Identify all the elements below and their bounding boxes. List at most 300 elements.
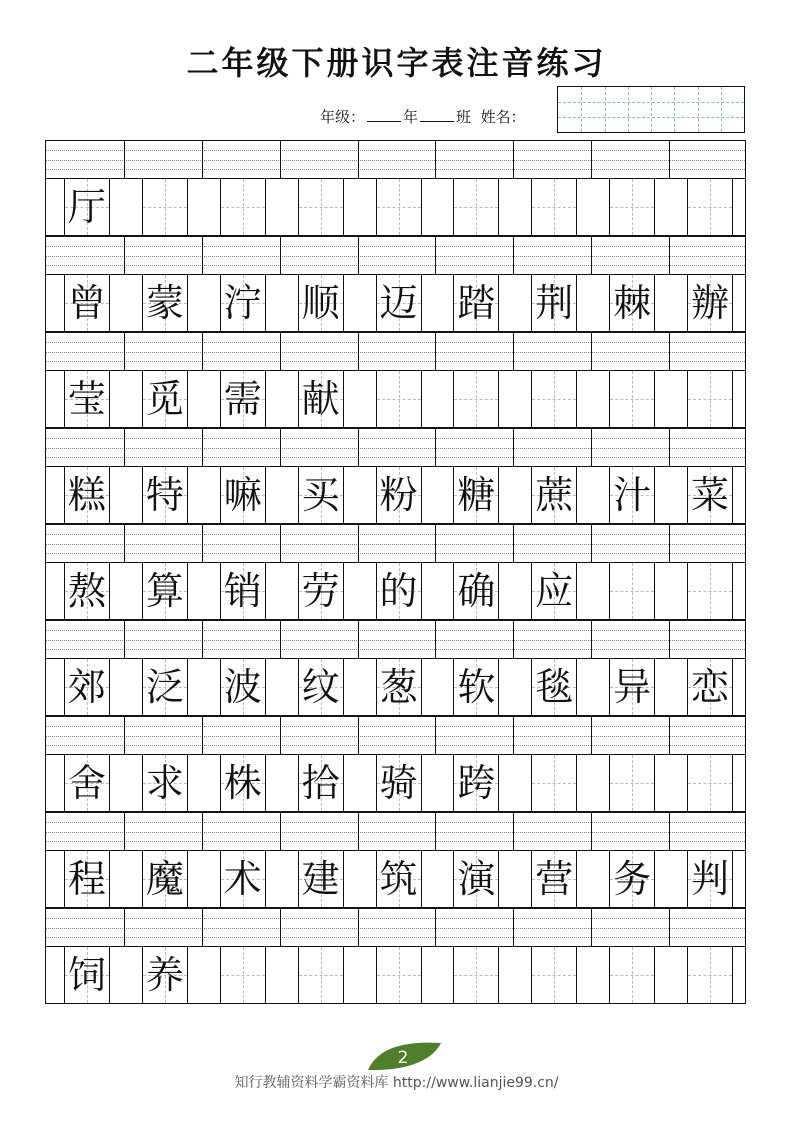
pinyin-cell-divider bbox=[202, 525, 203, 562]
character-box[interactable] bbox=[220, 755, 266, 811]
character-box[interactable] bbox=[142, 371, 188, 427]
hanzi-character: 判 bbox=[691, 857, 730, 901]
character-box[interactable] bbox=[142, 179, 188, 235]
character-box[interactable] bbox=[142, 947, 188, 1003]
character-box[interactable] bbox=[687, 563, 733, 619]
pinyin-guide-line bbox=[46, 256, 745, 257]
pinyin-guide-line bbox=[46, 457, 745, 458]
hanzi-character: 求 bbox=[145, 761, 184, 805]
character-box[interactable] bbox=[609, 467, 655, 523]
character-box[interactable] bbox=[220, 467, 266, 523]
box-guide-vertical bbox=[632, 371, 633, 427]
pinyin-cell-divider bbox=[669, 525, 670, 562]
pinyin-cell-divider bbox=[435, 717, 436, 754]
character-box[interactable] bbox=[142, 659, 188, 715]
pinyin-cell-divider bbox=[358, 141, 359, 178]
hanzi-character: 术 bbox=[223, 857, 262, 901]
hanzi-character: 买 bbox=[301, 473, 340, 517]
character-box[interactable] bbox=[453, 947, 499, 1003]
pinyin-cell-divider bbox=[669, 333, 670, 370]
pinyin-cell-divider bbox=[435, 237, 436, 274]
character-box[interactable] bbox=[64, 947, 110, 1003]
hanzi-character: 跨 bbox=[457, 761, 496, 805]
hanzi-character: 株 bbox=[223, 761, 262, 805]
character-box[interactable] bbox=[376, 467, 422, 523]
pinyin-cell-divider bbox=[280, 525, 281, 562]
pinyin-cell-divider bbox=[435, 429, 436, 466]
character-row bbox=[45, 466, 746, 524]
pinyin-cell-divider bbox=[358, 909, 359, 946]
hanzi-character: 顺 bbox=[301, 281, 340, 325]
character-box[interactable] bbox=[298, 179, 344, 235]
character-box[interactable] bbox=[453, 371, 499, 427]
hanzi-character: 辦 bbox=[691, 281, 730, 325]
pinyin-cell-divider bbox=[591, 237, 592, 274]
hanzi-character: 糕 bbox=[67, 473, 106, 517]
name-box-divider bbox=[605, 87, 606, 132]
character-box[interactable] bbox=[298, 851, 344, 907]
character-box[interactable] bbox=[64, 467, 110, 523]
hanzi-character: 恋 bbox=[691, 665, 730, 709]
character-box[interactable] bbox=[609, 275, 655, 331]
box-guide-vertical bbox=[554, 179, 555, 235]
pinyin-cell-divider bbox=[358, 621, 359, 658]
character-box[interactable] bbox=[298, 563, 344, 619]
pinyin-cell-divider bbox=[280, 909, 281, 946]
hanzi-character: 荆 bbox=[535, 281, 574, 325]
pinyin-row[interactable] bbox=[45, 524, 746, 562]
box-guide-vertical bbox=[399, 371, 400, 427]
hanzi-character: 演 bbox=[457, 857, 496, 901]
character-box[interactable] bbox=[220, 179, 266, 235]
name-box-divider bbox=[628, 87, 629, 132]
pinyin-guide-line bbox=[46, 534, 745, 535]
pinyin-cell-divider bbox=[669, 909, 670, 946]
hanzi-character: 熬 bbox=[67, 569, 106, 613]
character-box[interactable] bbox=[453, 467, 499, 523]
character-box[interactable] bbox=[142, 851, 188, 907]
hanzi-character: 棘 bbox=[613, 281, 652, 325]
pinyin-row[interactable] bbox=[45, 428, 746, 466]
pinyin-cell-divider bbox=[202, 717, 203, 754]
character-box[interactable] bbox=[687, 947, 733, 1003]
box-guide-vertical bbox=[243, 179, 244, 235]
name-box-guide bbox=[558, 117, 744, 118]
character-box[interactable] bbox=[220, 275, 266, 331]
hanzi-character: 曾 bbox=[67, 281, 106, 325]
pinyin-cell-divider bbox=[513, 525, 514, 562]
box-guide-vertical bbox=[476, 179, 477, 235]
hanzi-character: 饲 bbox=[67, 953, 106, 997]
character-box[interactable] bbox=[453, 659, 499, 715]
pinyin-guide-line bbox=[46, 630, 745, 631]
pinyin-row[interactable] bbox=[45, 140, 746, 178]
box-guide-vertical bbox=[399, 947, 400, 1003]
character-box[interactable] bbox=[531, 275, 577, 331]
character-box[interactable] bbox=[687, 371, 733, 427]
hanzi-character: 厅 bbox=[67, 185, 106, 229]
footer-source-text: 知行教辅资料学霸资料库 http://www.lianjie99.cn/ bbox=[234, 1075, 559, 1091]
name-box-divider bbox=[674, 87, 675, 132]
character-box[interactable] bbox=[220, 851, 266, 907]
pinyin-cell-divider bbox=[124, 717, 125, 754]
character-box[interactable] bbox=[687, 467, 733, 523]
character-row bbox=[45, 274, 746, 332]
hanzi-character: 特 bbox=[145, 473, 184, 517]
character-box[interactable] bbox=[64, 563, 110, 619]
pinyin-cell-divider bbox=[513, 333, 514, 370]
character-box[interactable] bbox=[142, 563, 188, 619]
character-box[interactable] bbox=[453, 275, 499, 331]
hanzi-character: 劳 bbox=[301, 569, 340, 613]
character-box[interactable] bbox=[609, 851, 655, 907]
pinyin-cell-divider bbox=[669, 813, 670, 850]
pinyin-guide-line bbox=[46, 544, 745, 545]
character-box[interactable] bbox=[609, 179, 655, 235]
box-guide-vertical bbox=[710, 563, 711, 619]
pinyin-cell-divider bbox=[513, 813, 514, 850]
character-box[interactable] bbox=[298, 371, 344, 427]
pinyin-cell-divider bbox=[124, 813, 125, 850]
pinyin-guide-line bbox=[46, 937, 745, 938]
hanzi-character: 汁 bbox=[613, 473, 652, 517]
character-row bbox=[45, 658, 746, 716]
character-row bbox=[45, 178, 746, 236]
hanzi-character: 粉 bbox=[379, 473, 418, 517]
character-box[interactable] bbox=[64, 659, 110, 715]
character-box[interactable] bbox=[609, 563, 655, 619]
hanzi-character: 筑 bbox=[379, 857, 418, 901]
hanzi-character: 觅 bbox=[145, 377, 184, 421]
pinyin-cell-divider bbox=[435, 525, 436, 562]
pinyin-cell-divider bbox=[124, 429, 125, 466]
box-guide-vertical bbox=[632, 563, 633, 619]
pinyin-cell-divider bbox=[358, 429, 359, 466]
character-box[interactable] bbox=[531, 179, 577, 235]
hanzi-character: 务 bbox=[613, 857, 652, 901]
character-box[interactable] bbox=[531, 659, 577, 715]
character-box[interactable] bbox=[64, 371, 110, 427]
hanzi-character: 踏 bbox=[457, 281, 496, 325]
hanzi-character: 的 bbox=[379, 569, 418, 613]
pinyin-cell-divider bbox=[513, 237, 514, 274]
pinyin-guide-line bbox=[46, 649, 745, 650]
hanzi-character: 营 bbox=[535, 857, 574, 901]
box-guide-vertical bbox=[710, 371, 711, 427]
character-box[interactable] bbox=[376, 371, 422, 427]
hanzi-character: 魔 bbox=[145, 857, 184, 901]
character-box[interactable] bbox=[142, 275, 188, 331]
character-box[interactable] bbox=[298, 275, 344, 331]
character-box[interactable] bbox=[687, 851, 733, 907]
character-box[interactable] bbox=[142, 755, 188, 811]
hanzi-character: 迈 bbox=[379, 281, 418, 325]
leaf-icon bbox=[366, 1041, 442, 1071]
pinyin-row[interactable] bbox=[45, 620, 746, 658]
hanzi-character: 养 bbox=[145, 953, 184, 997]
hanzi-character: 需 bbox=[223, 377, 262, 421]
name-box-divider bbox=[651, 87, 652, 132]
character-box[interactable] bbox=[687, 659, 733, 715]
pinyin-cell-divider bbox=[435, 909, 436, 946]
hanzi-character: 毯 bbox=[535, 665, 574, 709]
pinyin-cell-divider bbox=[280, 429, 281, 466]
pinyin-cell-divider bbox=[124, 909, 125, 946]
pinyin-row[interactable] bbox=[45, 716, 746, 754]
pinyin-cell-divider bbox=[358, 237, 359, 274]
year-label: 年 bbox=[403, 108, 419, 126]
character-box[interactable] bbox=[609, 659, 655, 715]
name-box-divider bbox=[721, 87, 722, 132]
pinyin-guide-line bbox=[46, 438, 745, 439]
pinyin-cell-divider bbox=[669, 717, 670, 754]
pinyin-guide-line bbox=[46, 726, 745, 727]
character-box[interactable] bbox=[298, 467, 344, 523]
hanzi-character: 莹 bbox=[67, 377, 106, 421]
character-box[interactable] bbox=[220, 563, 266, 619]
hanzi-character: 献 bbox=[301, 377, 340, 421]
student-info bbox=[320, 106, 526, 127]
character-box[interactable] bbox=[142, 467, 188, 523]
character-box[interactable] bbox=[220, 659, 266, 715]
name-box-guide bbox=[558, 102, 744, 103]
name-writing-box[interactable] bbox=[557, 86, 745, 133]
pinyin-cell-divider bbox=[513, 621, 514, 658]
pinyin-cell-divider bbox=[591, 813, 592, 850]
pinyin-cell-divider bbox=[358, 717, 359, 754]
pinyin-cell-divider bbox=[280, 237, 281, 274]
pinyin-guide-line bbox=[46, 822, 745, 823]
pinyin-guide-line bbox=[46, 448, 745, 449]
character-row bbox=[45, 850, 746, 908]
pinyin-cell-divider bbox=[202, 813, 203, 850]
pinyin-row[interactable] bbox=[45, 908, 746, 946]
pinyin-cell-divider bbox=[513, 141, 514, 178]
box-guide-vertical bbox=[243, 947, 244, 1003]
pinyin-guide-line bbox=[46, 361, 745, 362]
box-guide-vertical bbox=[632, 755, 633, 811]
class-blank[interactable] bbox=[420, 107, 454, 122]
pinyin-guide-line bbox=[46, 640, 745, 641]
box-guide-vertical bbox=[476, 371, 477, 427]
pinyin-cell-divider bbox=[669, 621, 670, 658]
pinyin-cell-divider bbox=[280, 333, 281, 370]
pinyin-cell-divider bbox=[202, 237, 203, 274]
hanzi-character: 程 bbox=[67, 857, 106, 901]
box-guide-vertical bbox=[710, 947, 711, 1003]
character-row bbox=[45, 562, 746, 620]
pinyin-guide-line bbox=[46, 246, 745, 247]
page-number: 2 bbox=[397, 1048, 409, 1068]
character-box[interactable] bbox=[453, 563, 499, 619]
hanzi-character: 异 bbox=[613, 665, 652, 709]
character-box[interactable] bbox=[609, 755, 655, 811]
character-box[interactable] bbox=[453, 851, 499, 907]
pinyin-row[interactable] bbox=[45, 236, 746, 274]
pinyin-guide-line bbox=[46, 169, 745, 170]
character-box[interactable] bbox=[298, 659, 344, 715]
character-box[interactable] bbox=[376, 179, 422, 235]
character-box[interactable] bbox=[531, 851, 577, 907]
character-box[interactable] bbox=[298, 947, 344, 1003]
box-guide-vertical bbox=[321, 947, 322, 1003]
pinyin-cell-divider bbox=[591, 621, 592, 658]
name-box-divider bbox=[581, 87, 582, 132]
pinyin-guide-line bbox=[46, 736, 745, 737]
character-box[interactable] bbox=[376, 275, 422, 331]
character-row bbox=[45, 370, 746, 428]
pinyin-cell-divider bbox=[280, 141, 281, 178]
character-box[interactable] bbox=[531, 467, 577, 523]
pinyin-cell-divider bbox=[591, 525, 592, 562]
character-box[interactable] bbox=[531, 755, 577, 811]
box-guide-vertical bbox=[321, 179, 322, 235]
character-box[interactable] bbox=[298, 755, 344, 811]
box-guide-vertical bbox=[710, 755, 711, 811]
pinyin-cell-divider bbox=[124, 237, 125, 274]
pinyin-guide-line bbox=[46, 160, 745, 161]
hanzi-character: 嘛 bbox=[223, 473, 262, 517]
character-row bbox=[45, 946, 746, 1004]
pinyin-cell-divider bbox=[591, 333, 592, 370]
pinyin-cell-divider bbox=[513, 429, 514, 466]
hanzi-character: 蔗 bbox=[535, 473, 574, 517]
box-guide-vertical bbox=[165, 179, 166, 235]
pinyin-guide-line bbox=[46, 342, 745, 343]
name-box-divider bbox=[698, 87, 699, 132]
hanzi-character: 菜 bbox=[691, 473, 730, 517]
pinyin-cell-divider bbox=[124, 333, 125, 370]
pinyin-cell-divider bbox=[124, 141, 125, 178]
pinyin-cell-divider bbox=[435, 141, 436, 178]
character-box[interactable] bbox=[64, 755, 110, 811]
box-guide-vertical bbox=[554, 755, 555, 811]
pinyin-cell-divider bbox=[669, 237, 670, 274]
box-guide-vertical bbox=[399, 179, 400, 235]
character-box[interactable] bbox=[453, 755, 499, 811]
pinyin-cell-divider bbox=[202, 333, 203, 370]
hanzi-character: 软 bbox=[457, 665, 496, 709]
practice-grid bbox=[45, 140, 746, 1004]
pinyin-guide-line bbox=[46, 745, 745, 746]
character-box[interactable] bbox=[687, 275, 733, 331]
name-label: 姓名： bbox=[480, 108, 526, 126]
pinyin-guide-line bbox=[46, 150, 745, 151]
pinyin-cell-divider bbox=[202, 141, 203, 178]
box-guide-vertical bbox=[554, 947, 555, 1003]
pinyin-cell-divider bbox=[358, 333, 359, 370]
pinyin-cell-divider bbox=[513, 717, 514, 754]
character-box[interactable] bbox=[609, 371, 655, 427]
character-box[interactable] bbox=[376, 563, 422, 619]
hanzi-character: 确 bbox=[457, 569, 496, 613]
pinyin-cell-divider bbox=[669, 141, 670, 178]
pinyin-cell-divider bbox=[280, 717, 281, 754]
pinyin-guide-line bbox=[46, 553, 745, 554]
character-box[interactable] bbox=[687, 179, 733, 235]
pinyin-cell-divider bbox=[591, 909, 592, 946]
character-box[interactable] bbox=[376, 851, 422, 907]
box-guide-vertical bbox=[710, 179, 711, 235]
pinyin-cell-divider bbox=[280, 813, 281, 850]
hanzi-character: 波 bbox=[223, 665, 262, 709]
pinyin-cell-divider bbox=[358, 813, 359, 850]
character-box[interactable] bbox=[64, 851, 110, 907]
character-box[interactable] bbox=[376, 947, 422, 1003]
pinyin-guide-line bbox=[46, 841, 745, 842]
grade-label: 年级： bbox=[320, 108, 366, 126]
pinyin-cell-divider bbox=[202, 621, 203, 658]
character-box[interactable] bbox=[64, 179, 110, 235]
hanzi-character: 泛 bbox=[145, 665, 184, 709]
character-box[interactable] bbox=[376, 659, 422, 715]
hanzi-character: 算 bbox=[145, 569, 184, 613]
hanzi-character: 郊 bbox=[67, 665, 106, 709]
pinyin-row[interactable] bbox=[45, 332, 746, 370]
box-guide-vertical bbox=[632, 179, 633, 235]
hanzi-character: 蒙 bbox=[145, 281, 184, 325]
hanzi-character: 拾 bbox=[301, 761, 340, 805]
pinyin-cell-divider bbox=[280, 621, 281, 658]
character-row bbox=[45, 754, 746, 812]
hanzi-character: 泞 bbox=[223, 281, 262, 325]
pinyin-cell-divider bbox=[669, 429, 670, 466]
pinyin-cell-divider bbox=[202, 909, 203, 946]
hanzi-character: 骑 bbox=[379, 761, 418, 805]
character-box[interactable] bbox=[531, 563, 577, 619]
pinyin-guide-line bbox=[46, 352, 745, 353]
hanzi-character: 舍 bbox=[67, 761, 106, 805]
character-box[interactable] bbox=[220, 371, 266, 427]
pinyin-guide-line bbox=[46, 265, 745, 266]
pinyin-cell-divider bbox=[435, 333, 436, 370]
pinyin-cell-divider bbox=[435, 813, 436, 850]
character-box[interactable] bbox=[64, 275, 110, 331]
character-box[interactable] bbox=[531, 947, 577, 1003]
pinyin-cell-divider bbox=[435, 621, 436, 658]
hanzi-character: 纹 bbox=[301, 665, 340, 709]
pinyin-cell-divider bbox=[358, 525, 359, 562]
pinyin-cell-divider bbox=[202, 429, 203, 466]
character-box[interactable] bbox=[531, 371, 577, 427]
hanzi-character: 销 bbox=[223, 569, 262, 613]
pinyin-cell-divider bbox=[124, 621, 125, 658]
pinyin-row[interactable] bbox=[45, 812, 746, 850]
hanzi-character: 应 bbox=[535, 569, 574, 613]
character-box[interactable] bbox=[687, 755, 733, 811]
page-title: 二年级下册识字表注音练习 bbox=[186, 44, 607, 82]
character-box[interactable] bbox=[609, 947, 655, 1003]
pinyin-cell-divider bbox=[591, 717, 592, 754]
box-guide-vertical bbox=[476, 947, 477, 1003]
pinyin-cell-divider bbox=[513, 909, 514, 946]
grade-blank[interactable] bbox=[367, 107, 401, 122]
pinyin-cell-divider bbox=[591, 429, 592, 466]
pinyin-guide-line bbox=[46, 928, 745, 929]
hanzi-character: 建 bbox=[301, 857, 340, 901]
character-box[interactable] bbox=[376, 755, 422, 811]
box-guide-vertical bbox=[632, 947, 633, 1003]
box-guide-vertical bbox=[554, 371, 555, 427]
pinyin-cell-divider bbox=[591, 141, 592, 178]
pinyin-cell-divider bbox=[124, 525, 125, 562]
character-box[interactable] bbox=[453, 179, 499, 235]
class-label: 班 bbox=[456, 108, 472, 126]
character-box[interactable] bbox=[220, 947, 266, 1003]
hanzi-character: 葱 bbox=[379, 665, 418, 709]
pinyin-guide-line bbox=[46, 918, 745, 919]
pinyin-guide-line bbox=[46, 832, 745, 833]
